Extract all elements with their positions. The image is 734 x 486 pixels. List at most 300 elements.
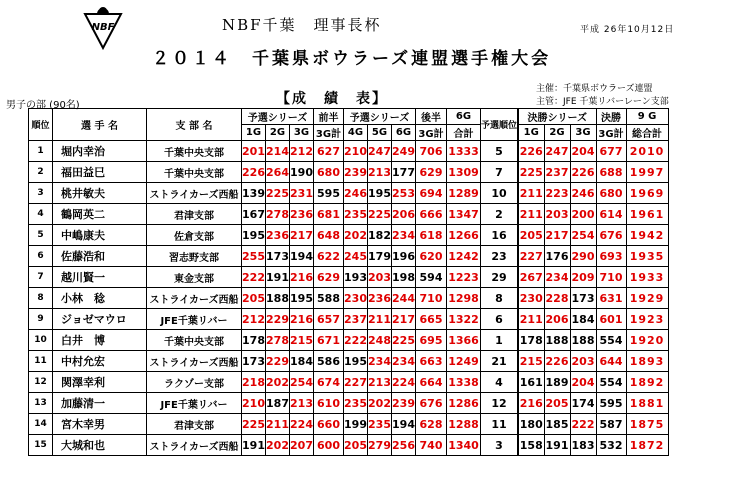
cell-ft: 688 bbox=[596, 162, 626, 183]
cell-rank: 14 bbox=[29, 414, 53, 435]
cell-t6: 1347 bbox=[447, 204, 481, 225]
cell-g4: 235 bbox=[344, 393, 368, 414]
cell-pr: 29 bbox=[481, 267, 519, 288]
cell-rank: 13 bbox=[29, 393, 53, 414]
cell-g5: 235 bbox=[368, 414, 392, 435]
cell-g2: 225 bbox=[266, 183, 290, 204]
cell-name: 大城和也 bbox=[53, 435, 147, 456]
cell-g3: 195 bbox=[290, 288, 314, 309]
cell-h2: 618 bbox=[416, 225, 447, 246]
cell-f3: 203 bbox=[570, 351, 596, 372]
cell-g5: 202 bbox=[368, 393, 392, 414]
division-label: 男子の部 (90名) bbox=[6, 100, 80, 111]
cell-g6: 256 bbox=[392, 435, 416, 456]
cell-g4: 246 bbox=[344, 183, 368, 204]
cell-g6: 239 bbox=[392, 393, 416, 414]
cell-g1: 205 bbox=[242, 288, 266, 309]
cell-pr: 21 bbox=[481, 351, 519, 372]
results-subtitle: 【成 績 表】 bbox=[276, 91, 388, 107]
cell-g4: 245 bbox=[344, 246, 368, 267]
cell-f1: 215 bbox=[518, 351, 544, 372]
cell-h1: 586 bbox=[314, 351, 344, 372]
cell-gt: 1969 bbox=[626, 183, 668, 204]
cell-g1: 178 bbox=[242, 330, 266, 351]
table-row bbox=[29, 204, 669, 225]
cell-g1: 226 bbox=[242, 162, 266, 183]
cell-h1: 671 bbox=[314, 330, 344, 351]
cell-ft: 680 bbox=[596, 183, 626, 204]
cell-g2: 202 bbox=[266, 435, 290, 456]
cell-f3: 184 bbox=[570, 309, 596, 330]
cell-g6: 244 bbox=[392, 288, 416, 309]
cell-gt: 1923 bbox=[626, 309, 668, 330]
cell-f2: 237 bbox=[544, 162, 570, 183]
table-row bbox=[29, 372, 669, 393]
cell-h2: 594 bbox=[416, 267, 447, 288]
cell-g1: 222 bbox=[242, 267, 266, 288]
table-row bbox=[29, 351, 669, 372]
col-3g-total: 3G計 bbox=[314, 125, 344, 141]
cell-f3: 209 bbox=[570, 267, 596, 288]
cell-g6: 206 bbox=[392, 204, 416, 225]
cell-h2: 620 bbox=[416, 246, 447, 267]
cell-g4: 235 bbox=[344, 204, 368, 225]
cell-ft: 595 bbox=[596, 393, 626, 414]
cell-branch: 佐倉支部 bbox=[147, 225, 242, 246]
cell-g2: 187 bbox=[266, 393, 290, 414]
cell-g2: 211 bbox=[266, 414, 290, 435]
col-prelim-2: 予選シリーズ bbox=[344, 109, 416, 125]
cell-f3: 174 bbox=[570, 393, 596, 414]
cell-pr: 3 bbox=[481, 435, 519, 456]
table-row bbox=[29, 141, 669, 162]
cell-branch: ストライカーズ西船 bbox=[147, 183, 242, 204]
col-rank: 順位 bbox=[29, 109, 53, 141]
cell-rank: 6 bbox=[29, 246, 53, 267]
cell-pr: 16 bbox=[481, 225, 519, 246]
cell-g2: 173 bbox=[266, 246, 290, 267]
cell-name: 白井 博 bbox=[53, 330, 147, 351]
cell-g5: 179 bbox=[368, 246, 392, 267]
cell-gt: 1935 bbox=[626, 246, 668, 267]
cell-g6: 234 bbox=[392, 225, 416, 246]
cell-t6: 1249 bbox=[447, 351, 481, 372]
cell-pr: 5 bbox=[481, 141, 519, 162]
cell-pr: 8 bbox=[481, 288, 519, 309]
cell-g3: 212 bbox=[290, 141, 314, 162]
event-date: 平成 26年10月12日 bbox=[580, 25, 675, 35]
col-f3: 3G bbox=[570, 125, 596, 141]
cell-g4: 195 bbox=[344, 351, 368, 372]
cell-gt: 1881 bbox=[626, 393, 668, 414]
cell-g6: 217 bbox=[392, 309, 416, 330]
cell-g5: 236 bbox=[368, 288, 392, 309]
cell-f2: 205 bbox=[544, 393, 570, 414]
cell-h1: 660 bbox=[314, 414, 344, 435]
cell-f1: 216 bbox=[518, 393, 544, 414]
cell-g3: 213 bbox=[290, 393, 314, 414]
cell-rank: 8 bbox=[29, 288, 53, 309]
cell-ft: 693 bbox=[596, 246, 626, 267]
table-row bbox=[29, 246, 669, 267]
cell-gt: 1872 bbox=[626, 435, 668, 456]
cell-rank: 15 bbox=[29, 435, 53, 456]
cell-g1: 210 bbox=[242, 393, 266, 414]
cell-t6: 1288 bbox=[447, 414, 481, 435]
table-row bbox=[29, 414, 669, 435]
cell-f3: 254 bbox=[570, 225, 596, 246]
cell-f3: 188 bbox=[570, 330, 596, 351]
cell-h1: 627 bbox=[314, 141, 344, 162]
cell-g6: 194 bbox=[392, 414, 416, 435]
cell-g2: 229 bbox=[266, 309, 290, 330]
cell-f1: 230 bbox=[518, 288, 544, 309]
col-g3: 3G bbox=[290, 125, 314, 141]
col-g5: 5G bbox=[368, 125, 392, 141]
cell-name: 越川賢一 bbox=[53, 267, 147, 288]
cell-h1: 657 bbox=[314, 309, 344, 330]
cell-name: 小林 稔 bbox=[53, 288, 147, 309]
cell-branch: 千葉中央支部 bbox=[147, 330, 242, 351]
table-row bbox=[29, 267, 669, 288]
results-table bbox=[28, 108, 669, 456]
cell-gt: 1920 bbox=[626, 330, 668, 351]
cell-f3: 222 bbox=[570, 414, 596, 435]
cell-h1: 674 bbox=[314, 372, 344, 393]
cell-branch: ラクゾー支部 bbox=[147, 372, 242, 393]
cell-g3: 216 bbox=[290, 267, 314, 288]
cell-pr: 4 bbox=[481, 372, 519, 393]
cell-f2: 206 bbox=[544, 309, 570, 330]
cell-g4: 230 bbox=[344, 288, 368, 309]
cell-g5: 248 bbox=[368, 330, 392, 351]
cell-f1: 227 bbox=[518, 246, 544, 267]
col-player: 選 手 名 bbox=[53, 109, 147, 141]
cell-g6: 253 bbox=[392, 183, 416, 204]
table-row bbox=[29, 393, 669, 414]
cell-name: 鶴岡英二 bbox=[53, 204, 147, 225]
cell-g4: 199 bbox=[344, 414, 368, 435]
cell-gt: 1892 bbox=[626, 372, 668, 393]
cell-g5: 279 bbox=[368, 435, 392, 456]
cell-h1: 629 bbox=[314, 267, 344, 288]
cell-ft: 532 bbox=[596, 435, 626, 456]
cell-t6: 1298 bbox=[447, 288, 481, 309]
cell-g1: 173 bbox=[242, 351, 266, 372]
col-g4: 4G bbox=[344, 125, 368, 141]
cell-branch: 君津支部 bbox=[147, 204, 242, 225]
cell-g4: 222 bbox=[344, 330, 368, 351]
cell-g4: 227 bbox=[344, 372, 368, 393]
cell-f1: 161 bbox=[518, 372, 544, 393]
col-g1: 1G bbox=[242, 125, 266, 141]
col-prelim-rank: 予選順位 bbox=[481, 109, 519, 141]
cell-g3: 224 bbox=[290, 414, 314, 435]
cell-g3: 184 bbox=[290, 351, 314, 372]
cell-ft: 554 bbox=[596, 372, 626, 393]
cell-branch: 千葉中央支部 bbox=[147, 162, 242, 183]
cell-branch: ストライカーズ西船 bbox=[147, 351, 242, 372]
cell-g3: 254 bbox=[290, 372, 314, 393]
table-row bbox=[29, 183, 669, 204]
cell-gt: 1875 bbox=[626, 414, 668, 435]
cell-g1: 212 bbox=[242, 309, 266, 330]
cell-g6: 177 bbox=[392, 162, 416, 183]
cell-rank: 7 bbox=[29, 267, 53, 288]
col-branch: 支 部 名 bbox=[147, 109, 242, 141]
cell-g3: 216 bbox=[290, 309, 314, 330]
col-9g: 9 G bbox=[626, 109, 668, 125]
cell-f1: 205 bbox=[518, 225, 544, 246]
cell-pr: 7 bbox=[481, 162, 519, 183]
cell-f2: 223 bbox=[544, 183, 570, 204]
col-6g: 6G bbox=[447, 109, 481, 125]
col-f2: 2G bbox=[544, 125, 570, 141]
cell-g6: 196 bbox=[392, 246, 416, 267]
cell-name: 堀内幸治 bbox=[53, 141, 147, 162]
cell-t6: 1340 bbox=[447, 435, 481, 456]
cell-ft: 676 bbox=[596, 225, 626, 246]
cell-g4: 210 bbox=[344, 141, 368, 162]
cell-name: 福田益巳 bbox=[53, 162, 147, 183]
cell-g2: 188 bbox=[266, 288, 290, 309]
col-final: 決勝 bbox=[596, 109, 626, 125]
cell-f2: 228 bbox=[544, 288, 570, 309]
cell-g2: 202 bbox=[266, 372, 290, 393]
cell-branch: 習志野支部 bbox=[147, 246, 242, 267]
col-final-series: 決勝シリーズ bbox=[518, 109, 596, 125]
cell-rank: 2 bbox=[29, 162, 53, 183]
table-row bbox=[29, 288, 669, 309]
cell-gt: 1942 bbox=[626, 225, 668, 246]
cell-pr: 1 bbox=[481, 330, 519, 351]
cell-pr: 12 bbox=[481, 393, 519, 414]
cell-h2: 664 bbox=[416, 372, 447, 393]
cell-f3: 226 bbox=[570, 162, 596, 183]
nbf-logo-icon bbox=[83, 6, 123, 50]
cell-f2: 188 bbox=[544, 330, 570, 351]
cell-t6: 1309 bbox=[447, 162, 481, 183]
cell-g2: 191 bbox=[266, 267, 290, 288]
cell-f2: 247 bbox=[544, 141, 570, 162]
cell-gt: 1997 bbox=[626, 162, 668, 183]
cell-pr: 6 bbox=[481, 309, 519, 330]
col-final-total: 3G計 bbox=[596, 125, 626, 141]
cell-g4: 193 bbox=[344, 267, 368, 288]
table-row bbox=[29, 309, 669, 330]
cell-g6: 249 bbox=[392, 141, 416, 162]
cell-f3: 246 bbox=[570, 183, 596, 204]
cell-f1: 211 bbox=[518, 183, 544, 204]
cell-ft: 631 bbox=[596, 288, 626, 309]
cell-f3: 204 bbox=[570, 141, 596, 162]
cell-g1: 195 bbox=[242, 225, 266, 246]
cell-t6: 1289 bbox=[447, 183, 481, 204]
cell-g1: 139 bbox=[242, 183, 266, 204]
cell-g2: 264 bbox=[266, 162, 290, 183]
cell-g6: 198 bbox=[392, 267, 416, 288]
cell-h1: 681 bbox=[314, 204, 344, 225]
cell-g3: 236 bbox=[290, 204, 314, 225]
cell-gt: 1933 bbox=[626, 267, 668, 288]
cell-name: 佐藤浩和 bbox=[53, 246, 147, 267]
cosponsor: 主管：JFE 千葉リバーレーン支部 bbox=[536, 97, 669, 107]
cell-f3: 173 bbox=[570, 288, 596, 309]
cell-rank: 9 bbox=[29, 309, 53, 330]
cell-f2: 217 bbox=[544, 225, 570, 246]
cell-f3: 183 bbox=[570, 435, 596, 456]
cell-f3: 204 bbox=[570, 372, 596, 393]
cell-g5: 203 bbox=[368, 267, 392, 288]
cell-f1: 178 bbox=[518, 330, 544, 351]
cell-g4: 205 bbox=[344, 435, 368, 456]
cell-f3: 290 bbox=[570, 246, 596, 267]
cell-h2: 710 bbox=[416, 288, 447, 309]
cell-f1: 158 bbox=[518, 435, 544, 456]
cell-f1: 225 bbox=[518, 162, 544, 183]
cell-h1: 622 bbox=[314, 246, 344, 267]
cell-ft: 644 bbox=[596, 351, 626, 372]
cell-branch: 東金支部 bbox=[147, 267, 242, 288]
cell-g5: 247 bbox=[368, 141, 392, 162]
cell-h2: 695 bbox=[416, 330, 447, 351]
cell-branch: 千葉中央支部 bbox=[147, 141, 242, 162]
cell-f1: 226 bbox=[518, 141, 544, 162]
cell-branch: ストライカーズ西船 bbox=[147, 435, 242, 456]
cell-g3: 194 bbox=[290, 246, 314, 267]
table-row bbox=[29, 225, 669, 246]
cell-f3: 200 bbox=[570, 204, 596, 225]
cell-g2: 278 bbox=[266, 204, 290, 225]
cell-g5: 213 bbox=[368, 162, 392, 183]
cell-t6: 1338 bbox=[447, 372, 481, 393]
cell-f1: 211 bbox=[518, 309, 544, 330]
cell-g2: 236 bbox=[266, 225, 290, 246]
cell-g4: 237 bbox=[344, 309, 368, 330]
cell-rank: 3 bbox=[29, 183, 53, 204]
cell-rank: 10 bbox=[29, 330, 53, 351]
cell-g5: 182 bbox=[368, 225, 392, 246]
cell-g2: 214 bbox=[266, 141, 290, 162]
cell-f2: 176 bbox=[544, 246, 570, 267]
cell-h2: 706 bbox=[416, 141, 447, 162]
cell-g2: 229 bbox=[266, 351, 290, 372]
cell-g5: 213 bbox=[368, 372, 392, 393]
col-g2: 2G bbox=[266, 125, 290, 141]
cell-t6: 1223 bbox=[447, 267, 481, 288]
cell-f2: 203 bbox=[544, 204, 570, 225]
cell-name: 中村允宏 bbox=[53, 351, 147, 372]
cell-h1: 588 bbox=[314, 288, 344, 309]
cell-ft: 710 bbox=[596, 267, 626, 288]
cell-gt: 1893 bbox=[626, 351, 668, 372]
cell-h2: 665 bbox=[416, 309, 447, 330]
cell-t6: 1333 bbox=[447, 141, 481, 162]
cell-pr: 2 bbox=[481, 204, 519, 225]
cell-h2: 676 bbox=[416, 393, 447, 414]
cell-pr: 11 bbox=[481, 414, 519, 435]
cell-branch: JFE千葉リバー bbox=[147, 309, 242, 330]
cell-rank: 4 bbox=[29, 204, 53, 225]
cell-pr: 23 bbox=[481, 246, 519, 267]
cell-g2: 278 bbox=[266, 330, 290, 351]
event-title: ２０１４ 千葉県ボウラーズ連盟選手権大会 bbox=[152, 49, 552, 69]
cell-f1: 211 bbox=[518, 204, 544, 225]
cell-g6: 224 bbox=[392, 372, 416, 393]
col-f1: 1G bbox=[518, 125, 544, 141]
cell-t6: 1286 bbox=[447, 393, 481, 414]
organizer: 主催：千葉県ボウラーズ連盟 bbox=[536, 84, 653, 94]
cell-ft: 554 bbox=[596, 330, 626, 351]
cell-h2: 663 bbox=[416, 351, 447, 372]
logo-text: NBF bbox=[91, 22, 115, 33]
cell-g1: 167 bbox=[242, 204, 266, 225]
page-title: NBF千葉 理事長杯 bbox=[222, 16, 382, 34]
cell-name: ジョゼマウロ bbox=[53, 309, 147, 330]
cell-name: 中嶋康夫 bbox=[53, 225, 147, 246]
cell-g3: 190 bbox=[290, 162, 314, 183]
cell-name: 関澤幸利 bbox=[53, 372, 147, 393]
cell-gt: 1961 bbox=[626, 204, 668, 225]
cell-rank: 12 bbox=[29, 372, 53, 393]
cell-t6: 1266 bbox=[447, 225, 481, 246]
cell-g3: 217 bbox=[290, 225, 314, 246]
cell-g3: 215 bbox=[290, 330, 314, 351]
cell-g1: 255 bbox=[242, 246, 266, 267]
cell-pr: 10 bbox=[481, 183, 519, 204]
cell-g5: 195 bbox=[368, 183, 392, 204]
cell-rank: 5 bbox=[29, 225, 53, 246]
cell-g5: 234 bbox=[368, 351, 392, 372]
cell-f2: 234 bbox=[544, 267, 570, 288]
cell-h2: 628 bbox=[416, 414, 447, 435]
cell-h1: 600 bbox=[314, 435, 344, 456]
cell-f2: 226 bbox=[544, 351, 570, 372]
cell-ft: 587 bbox=[596, 414, 626, 435]
cell-g1: 191 bbox=[242, 435, 266, 456]
cell-rank: 11 bbox=[29, 351, 53, 372]
col-total: 合計 bbox=[447, 125, 481, 141]
col-first-half: 前半 bbox=[314, 109, 344, 125]
cell-gt: 2010 bbox=[626, 141, 668, 162]
cell-t6: 1322 bbox=[447, 309, 481, 330]
cell-g6: 234 bbox=[392, 351, 416, 372]
cell-name: 桃井敏夫 bbox=[53, 183, 147, 204]
cell-h2: 666 bbox=[416, 204, 447, 225]
cell-g3: 207 bbox=[290, 435, 314, 456]
cell-h1: 648 bbox=[314, 225, 344, 246]
cell-t6: 1242 bbox=[447, 246, 481, 267]
cell-t6: 1366 bbox=[447, 330, 481, 351]
cell-g5: 211 bbox=[368, 309, 392, 330]
cell-name: 加藤清一 bbox=[53, 393, 147, 414]
cell-f2: 189 bbox=[544, 372, 570, 393]
cell-g5: 225 bbox=[368, 204, 392, 225]
cell-g1: 218 bbox=[242, 372, 266, 393]
cell-gt: 1929 bbox=[626, 288, 668, 309]
cell-g4: 239 bbox=[344, 162, 368, 183]
table-row bbox=[29, 435, 669, 456]
cell-g6: 225 bbox=[392, 330, 416, 351]
col-prelim: 予選シリーズ bbox=[242, 109, 314, 125]
cell-h1: 595 bbox=[314, 183, 344, 204]
col-second-half: 後半 bbox=[416, 109, 447, 125]
cell-f2: 191 bbox=[544, 435, 570, 456]
cell-name: 宮木幸男 bbox=[53, 414, 147, 435]
col-3g-total-2: 3G計 bbox=[416, 125, 447, 141]
cell-h2: 694 bbox=[416, 183, 447, 204]
cell-branch: ストライカーズ西船 bbox=[147, 288, 242, 309]
